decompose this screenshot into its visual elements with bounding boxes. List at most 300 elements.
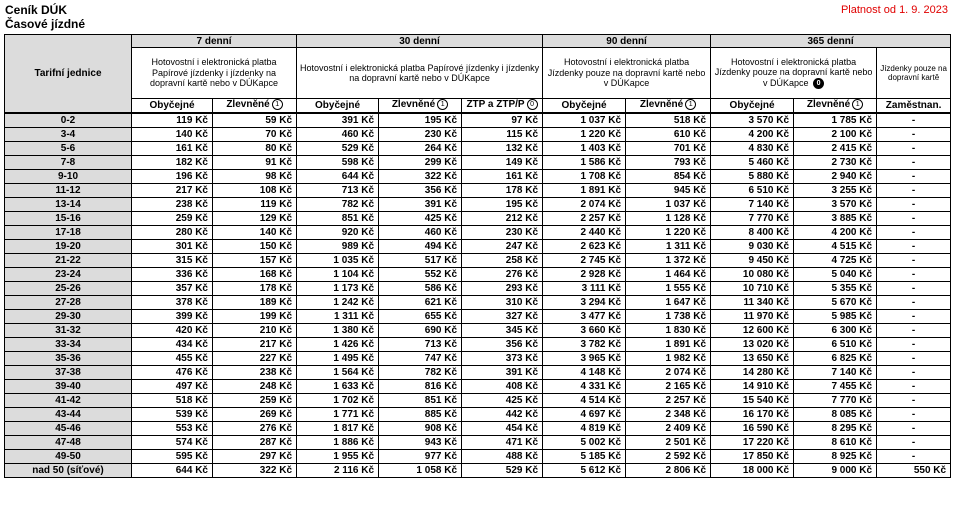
price-cell: 293 Kč xyxy=(462,282,543,296)
price-cell: 327 Kč xyxy=(462,310,543,324)
price-cell: 7 140 Kč xyxy=(794,366,877,380)
price-cell: 12 600 Kč xyxy=(711,324,794,338)
price-cell: 4 515 Kč xyxy=(794,240,877,254)
price-cell: 408 Kč xyxy=(462,380,543,394)
circled-zero-icon: 0 xyxy=(527,99,538,110)
price-cell: 5 185 Kč xyxy=(543,450,626,464)
price-cell: 178 Kč xyxy=(213,282,297,296)
price-cell: 574 Kč xyxy=(132,436,213,450)
price-cell: 977 Kč xyxy=(379,450,462,464)
price-cell: 1 426 Kč xyxy=(297,338,379,352)
price-cell: 529 Kč xyxy=(297,142,379,156)
group-desc-365 xyxy=(711,48,877,99)
price-cell: 1 830 Kč xyxy=(626,324,711,338)
table-row xyxy=(5,450,951,464)
price-cell: 3 255 Kč xyxy=(794,184,877,198)
price-cell: 217 Kč xyxy=(213,338,297,352)
price-cell: - xyxy=(877,184,951,198)
price-cell: 1 586 Kč xyxy=(543,156,626,170)
price-cell: 2 100 Kč xyxy=(794,128,877,142)
price-cell: 11 970 Kč xyxy=(711,310,794,324)
price-cell: 2 940 Kč xyxy=(794,170,877,184)
price-cell: 539 Kč xyxy=(132,408,213,422)
col-7-zlevnene xyxy=(213,99,297,114)
zone-cell: 25-26 xyxy=(5,282,132,296)
price-cell: 230 Kč xyxy=(379,128,462,142)
table-row xyxy=(5,113,951,128)
price-cell: 2 409 Kč xyxy=(626,422,711,436)
table-row xyxy=(5,380,951,394)
price-cell: 1 785 Kč xyxy=(794,113,877,128)
price-cell: 2 116 Kč xyxy=(297,464,379,478)
price-cell: 885 Kč xyxy=(379,408,462,422)
circled-one-icon: 1 xyxy=(852,99,863,110)
price-cell: 161 Kč xyxy=(462,170,543,184)
price-cell: 713 Kč xyxy=(379,338,462,352)
price-cell: 356 Kč xyxy=(379,184,462,198)
price-cell: 552 Kč xyxy=(379,268,462,282)
group-header-365: 365 denní xyxy=(711,35,951,48)
col-365-obycejne: Obyčejné xyxy=(711,99,794,114)
price-cell: 529 Kč xyxy=(462,464,543,478)
table-row xyxy=(5,128,951,142)
price-cell: 816 Kč xyxy=(379,380,462,394)
price-cell: 455 Kč xyxy=(132,352,213,366)
price-cell: 2 501 Kč xyxy=(626,436,711,450)
price-cell: - xyxy=(877,268,951,282)
col-365-zlevnene xyxy=(794,99,877,114)
price-cell: 1 708 Kč xyxy=(543,170,626,184)
price-cell: 115 Kč xyxy=(462,128,543,142)
price-cell: 3 111 Kč xyxy=(543,282,626,296)
col-30-obycejne: Obyčejné xyxy=(297,99,379,114)
price-cell: 4 200 Kč xyxy=(794,226,877,240)
price-cell: 10 710 Kč xyxy=(711,282,794,296)
zone-cell: 9-10 xyxy=(5,170,132,184)
price-cell: 1 647 Kč xyxy=(626,296,711,310)
price-cell: 230 Kč xyxy=(462,226,543,240)
price-cell: 1 035 Kč xyxy=(297,254,379,268)
price-cell: 97 Kč xyxy=(462,113,543,128)
price-cell: 908 Kč xyxy=(379,422,462,436)
price-cell: 1 372 Kč xyxy=(626,254,711,268)
price-cell: 322 Kč xyxy=(379,170,462,184)
price-cell: - xyxy=(877,408,951,422)
price-cell: 793 Kč xyxy=(626,156,711,170)
price-cell: - xyxy=(877,394,951,408)
price-cell: - xyxy=(877,296,951,310)
price-cell: 132 Kč xyxy=(462,142,543,156)
price-cell: 550 Kč xyxy=(877,464,951,478)
price-cell: 7 455 Kč xyxy=(794,380,877,394)
zone-cell: 39-40 xyxy=(5,380,132,394)
group-desc-7: Hotovostní i elektronická platba Papírové jízdenky i jízdenky na dopravní kartě nebo v DÚKapce xyxy=(132,48,297,99)
col-7-zlevnene-label: Zlevněné xyxy=(226,99,270,111)
price-cell: 747 Kč xyxy=(379,352,462,366)
price-cell: 6 300 Kč xyxy=(794,324,877,338)
price-cell: 595 Kč xyxy=(132,450,213,464)
price-cell: 1 982 Kč xyxy=(626,352,711,366)
price-cell: 15 540 Kč xyxy=(711,394,794,408)
price-cell: 4 200 Kč xyxy=(711,128,794,142)
price-cell: 989 Kč xyxy=(297,240,379,254)
price-cell: 210 Kč xyxy=(213,324,297,338)
price-cell: 70 Kč xyxy=(213,128,297,142)
price-cell: 518 Kč xyxy=(132,394,213,408)
price-cell: 5 002 Kč xyxy=(543,436,626,450)
price-cell: - xyxy=(877,324,951,338)
zone-cell: 0-2 xyxy=(5,113,132,128)
price-cell: 7 140 Kč xyxy=(711,198,794,212)
col-30-ztp xyxy=(462,99,543,114)
price-cell: 150 Kč xyxy=(213,240,297,254)
price-cell: 454 Kč xyxy=(462,422,543,436)
price-cell: 3 570 Kč xyxy=(794,198,877,212)
price-cell: 5 670 Kč xyxy=(794,296,877,310)
group-desc-30: Hotovostní i elektronická platba Papírové jízdenky i jízdenky na dopravní kartě nebo v DÚKapce xyxy=(297,48,543,99)
price-cell: 345 Kč xyxy=(462,324,543,338)
price-cell: 3 885 Kč xyxy=(794,212,877,226)
zone-cell: 7-8 xyxy=(5,156,132,170)
price-cell: 247 Kč xyxy=(462,240,543,254)
price-cell: 195 Kč xyxy=(462,198,543,212)
price-cell: 701 Kč xyxy=(626,142,711,156)
price-cell: 11 340 Kč xyxy=(711,296,794,310)
price-cell: 59 Kč xyxy=(213,113,297,128)
group-desc-365-employee: Jízdenky pouze na dopravní kartě xyxy=(877,48,951,99)
price-cell: 227 Kč xyxy=(213,352,297,366)
price-cell: 10 080 Kč xyxy=(711,268,794,282)
price-cell: 1 886 Kč xyxy=(297,436,379,450)
price-cell: 8 295 Kč xyxy=(794,422,877,436)
price-cell: 161 Kč xyxy=(132,142,213,156)
zone-cell: 43-44 xyxy=(5,408,132,422)
price-cell: 98 Kč xyxy=(213,170,297,184)
price-cell: 4 514 Kč xyxy=(543,394,626,408)
circled-one-icon: 1 xyxy=(685,99,696,110)
price-cell: 119 Kč xyxy=(213,198,297,212)
price-cell: 238 Kč xyxy=(132,198,213,212)
price-cell: 2 623 Kč xyxy=(543,240,626,254)
price-cell: 644 Kč xyxy=(132,464,213,478)
price-cell: 497 Kč xyxy=(132,380,213,394)
price-cell: - xyxy=(877,254,951,268)
price-cell: 586 Kč xyxy=(379,282,462,296)
price-cell: 782 Kč xyxy=(379,366,462,380)
price-cell: 212 Kč xyxy=(462,212,543,226)
price-cell: 13 020 Kč xyxy=(711,338,794,352)
table-row xyxy=(5,184,951,198)
col-365-zlevnene-label: Zlevněné xyxy=(806,99,851,111)
price-cell: 5 612 Kč xyxy=(543,464,626,478)
price-cell: 460 Kč xyxy=(379,226,462,240)
price-cell: 4 819 Kč xyxy=(543,422,626,436)
price-cell: 238 Kč xyxy=(213,366,297,380)
group-desc-365-text: Hotovostní i elektronická platba Jízdenky pouze na dopravní kartě nebo v DÚKapce xyxy=(714,56,873,88)
price-cell: 2 745 Kč xyxy=(543,254,626,268)
price-cell: 1 311 Kč xyxy=(626,240,711,254)
price-cell: 16 170 Kč xyxy=(711,408,794,422)
zone-cell: 17-18 xyxy=(5,226,132,240)
col-90-zlevnene xyxy=(626,99,711,114)
price-cell: 378 Kč xyxy=(132,296,213,310)
price-cell: 713 Kč xyxy=(297,184,379,198)
price-cell: - xyxy=(877,212,951,226)
price-cell: 182 Kč xyxy=(132,156,213,170)
table-row xyxy=(5,226,951,240)
price-cell: 425 Kč xyxy=(379,212,462,226)
validity-date: Platnost od 1. 9. 2023 xyxy=(840,4,948,16)
table-row xyxy=(5,296,951,310)
price-cell: 517 Kč xyxy=(379,254,462,268)
zone-cell: 49-50 xyxy=(5,450,132,464)
price-cell: 2 928 Kč xyxy=(543,268,626,282)
price-cell: 518 Kč xyxy=(626,113,711,128)
price-cell: 310 Kč xyxy=(462,296,543,310)
zone-cell: 47-48 xyxy=(5,436,132,450)
price-cell: 196 Kč xyxy=(132,170,213,184)
price-cell: - xyxy=(877,142,951,156)
price-cell: 610 Kč xyxy=(626,128,711,142)
col-30-ztp-label: ZTP a ZTP/P xyxy=(466,99,525,111)
price-cell: 140 Kč xyxy=(213,226,297,240)
col-30-zlevnene xyxy=(379,99,462,114)
price-cell: 157 Kč xyxy=(213,254,297,268)
price-cell: 9 000 Kč xyxy=(794,464,877,478)
col-365-zamestnan: Zaměstnan. xyxy=(877,99,951,114)
price-cell: 1 771 Kč xyxy=(297,408,379,422)
price-cell: 425 Kč xyxy=(462,394,543,408)
price-cell: 1 220 Kč xyxy=(543,128,626,142)
price-cell: 1 403 Kč xyxy=(543,142,626,156)
price-cell: 476 Kč xyxy=(132,366,213,380)
price-cell: 5 985 Kč xyxy=(794,310,877,324)
table-row xyxy=(5,352,951,366)
price-cell: 2 440 Kč xyxy=(543,226,626,240)
price-cell: 943 Kč xyxy=(379,436,462,450)
price-cell: 3 965 Kč xyxy=(543,352,626,366)
price-cell: 195 Kč xyxy=(379,113,462,128)
price-cell: 1 220 Kč xyxy=(626,226,711,240)
price-cell: 149 Kč xyxy=(462,156,543,170)
price-cell: 3 660 Kč xyxy=(543,324,626,338)
price-cell: 217 Kč xyxy=(132,184,213,198)
table-row xyxy=(5,198,951,212)
price-cell: 399 Kč xyxy=(132,310,213,324)
circled-one-icon: 1 xyxy=(437,99,448,110)
price-cell: 1 128 Kč xyxy=(626,212,711,226)
zone-cell: 35-36 xyxy=(5,352,132,366)
price-cell: 16 590 Kč xyxy=(711,422,794,436)
table-row xyxy=(5,338,951,352)
price-cell: 129 Kč xyxy=(213,212,297,226)
table-row xyxy=(5,366,951,380)
table-row xyxy=(5,282,951,296)
price-cell: 373 Kč xyxy=(462,352,543,366)
table-row xyxy=(5,324,951,338)
group-header-90: 90 denní xyxy=(543,35,711,48)
document-subtitle: Časové jízdné xyxy=(5,17,86,31)
price-cell: 1 464 Kč xyxy=(626,268,711,282)
col-7-obycejne: Obyčejné xyxy=(132,99,213,114)
price-cell: 1 738 Kč xyxy=(626,310,711,324)
price-cell: 5 880 Kč xyxy=(711,170,794,184)
price-cell: 391 Kč xyxy=(297,113,379,128)
price-cell: 1 242 Kč xyxy=(297,296,379,310)
zone-cell: 45-46 xyxy=(5,422,132,436)
price-cell: - xyxy=(877,352,951,366)
price-cell: 1 633 Kč xyxy=(297,380,379,394)
price-cell: 5 040 Kč xyxy=(794,268,877,282)
price-cell: 7 770 Kč xyxy=(794,394,877,408)
price-cell: 1 702 Kč xyxy=(297,394,379,408)
price-cell: 9 450 Kč xyxy=(711,254,794,268)
price-cell: 14 280 Kč xyxy=(711,366,794,380)
price-cell: 644 Kč xyxy=(297,170,379,184)
table-row xyxy=(5,212,951,226)
price-cell: 269 Kč xyxy=(213,408,297,422)
price-cell: 1 817 Kč xyxy=(297,422,379,436)
price-cell: 1 173 Kč xyxy=(297,282,379,296)
price-cell: - xyxy=(877,282,951,296)
zone-cell: 3-4 xyxy=(5,128,132,142)
price-cell: 276 Kč xyxy=(462,268,543,282)
zone-cell: 5-6 xyxy=(5,142,132,156)
price-cell: - xyxy=(877,310,951,324)
group-header-30: 30 denní xyxy=(297,35,543,48)
price-cell: 5 460 Kč xyxy=(711,156,794,170)
price-cell: 1 311 Kč xyxy=(297,310,379,324)
price-cell: 4 697 Kč xyxy=(543,408,626,422)
price-cell: 782 Kč xyxy=(297,198,379,212)
zone-cell: 19-20 xyxy=(5,240,132,254)
price-cell: 322 Kč xyxy=(213,464,297,478)
zone-column-header: Tarifní jednice xyxy=(5,35,132,114)
price-cell: 1 104 Kč xyxy=(297,268,379,282)
price-cell: - xyxy=(877,240,951,254)
price-cell: 91 Kč xyxy=(213,156,297,170)
price-cell: 2 165 Kč xyxy=(626,380,711,394)
price-cell: 7 770 Kč xyxy=(711,212,794,226)
price-cell: 6 510 Kč xyxy=(711,184,794,198)
price-cell: - xyxy=(877,436,951,450)
price-cell: 356 Kč xyxy=(462,338,543,352)
price-cell: 553 Kč xyxy=(132,422,213,436)
price-cell: 18 000 Kč xyxy=(711,464,794,478)
price-cell: 108 Kč xyxy=(213,184,297,198)
table-row xyxy=(5,142,951,156)
table-row xyxy=(5,422,951,436)
price-cell: 259 Kč xyxy=(132,212,213,226)
price-cell: - xyxy=(877,156,951,170)
fare-table xyxy=(4,34,951,478)
price-cell: 3 477 Kč xyxy=(543,310,626,324)
price-cell: 434 Kč xyxy=(132,338,213,352)
price-cell: 357 Kč xyxy=(132,282,213,296)
price-cell: 6 510 Kč xyxy=(794,338,877,352)
price-cell: 945 Kč xyxy=(626,184,711,198)
price-cell: 598 Kč xyxy=(297,156,379,170)
price-cell: 854 Kč xyxy=(626,170,711,184)
price-cell: - xyxy=(877,198,951,212)
price-cell: 248 Kč xyxy=(213,380,297,394)
zone-cell: 15-16 xyxy=(5,212,132,226)
table-row xyxy=(5,436,951,450)
price-cell: 8 400 Kč xyxy=(711,226,794,240)
price-cell: 6 825 Kč xyxy=(794,352,877,366)
zone-cell: 33-34 xyxy=(5,338,132,352)
price-cell: 17 220 Kč xyxy=(711,436,794,450)
price-cell: 8 610 Kč xyxy=(794,436,877,450)
price-cell: 1 555 Kč xyxy=(626,282,711,296)
price-cell: 1 058 Kč xyxy=(379,464,462,478)
price-cell: - xyxy=(877,450,951,464)
price-cell: 17 850 Kč xyxy=(711,450,794,464)
price-cell: 276 Kč xyxy=(213,422,297,436)
col-90-obycejne: Obyčejné xyxy=(543,99,626,114)
price-cell: 655 Kč xyxy=(379,310,462,324)
price-cell: - xyxy=(877,338,951,352)
price-cell: 140 Kč xyxy=(132,128,213,142)
price-cell: 3 294 Kč xyxy=(543,296,626,310)
price-cell: 315 Kč xyxy=(132,254,213,268)
price-cell: 301 Kč xyxy=(132,240,213,254)
price-cell: 5 355 Kč xyxy=(794,282,877,296)
price-cell: 80 Kč xyxy=(213,142,297,156)
zone-cell: 23-24 xyxy=(5,268,132,282)
table-row xyxy=(5,408,951,422)
price-cell: 14 910 Kč xyxy=(711,380,794,394)
group-desc-90: Hotovostní i elektronická platba Jízdenky pouze na dopravní kartě nebo v DÚKapce xyxy=(543,48,711,99)
zone-cell: 21-22 xyxy=(5,254,132,268)
price-cell: - xyxy=(877,366,951,380)
circled-one-icon: 1 xyxy=(272,99,283,110)
zone-cell: 41-42 xyxy=(5,394,132,408)
zone-cell: 29-30 xyxy=(5,310,132,324)
price-cell: - xyxy=(877,226,951,240)
price-cell: 13 650 Kč xyxy=(711,352,794,366)
price-cell: 178 Kč xyxy=(462,184,543,198)
price-cell: 1 955 Kč xyxy=(297,450,379,464)
table-row xyxy=(5,240,951,254)
price-cell: 391 Kč xyxy=(379,198,462,212)
price-cell: 9 030 Kč xyxy=(711,240,794,254)
zone-cell: 11-12 xyxy=(5,184,132,198)
zone-cell: 37-38 xyxy=(5,366,132,380)
price-cell: 1 891 Kč xyxy=(626,338,711,352)
price-cell: - xyxy=(877,170,951,184)
price-cell: 2 257 Kč xyxy=(543,212,626,226)
table-row xyxy=(5,254,951,268)
table-row xyxy=(5,464,951,478)
price-cell: 1 564 Kč xyxy=(297,366,379,380)
price-cell: 690 Kč xyxy=(379,324,462,338)
price-cell: 471 Kč xyxy=(462,436,543,450)
price-cell: 3 782 Kč xyxy=(543,338,626,352)
table-row xyxy=(5,310,951,324)
price-cell: 264 Kč xyxy=(379,142,462,156)
price-cell: 199 Kč xyxy=(213,310,297,324)
price-cell: 259 Kč xyxy=(213,394,297,408)
price-cell: 2 415 Kč xyxy=(794,142,877,156)
price-cell: 280 Kč xyxy=(132,226,213,240)
price-cell: 4 148 Kč xyxy=(543,366,626,380)
price-cell: 8 085 Kč xyxy=(794,408,877,422)
price-cell: 420 Kč xyxy=(132,324,213,338)
price-cell: 297 Kč xyxy=(213,450,297,464)
price-cell: 119 Kč xyxy=(132,113,213,128)
price-cell: 391 Kč xyxy=(462,366,543,380)
